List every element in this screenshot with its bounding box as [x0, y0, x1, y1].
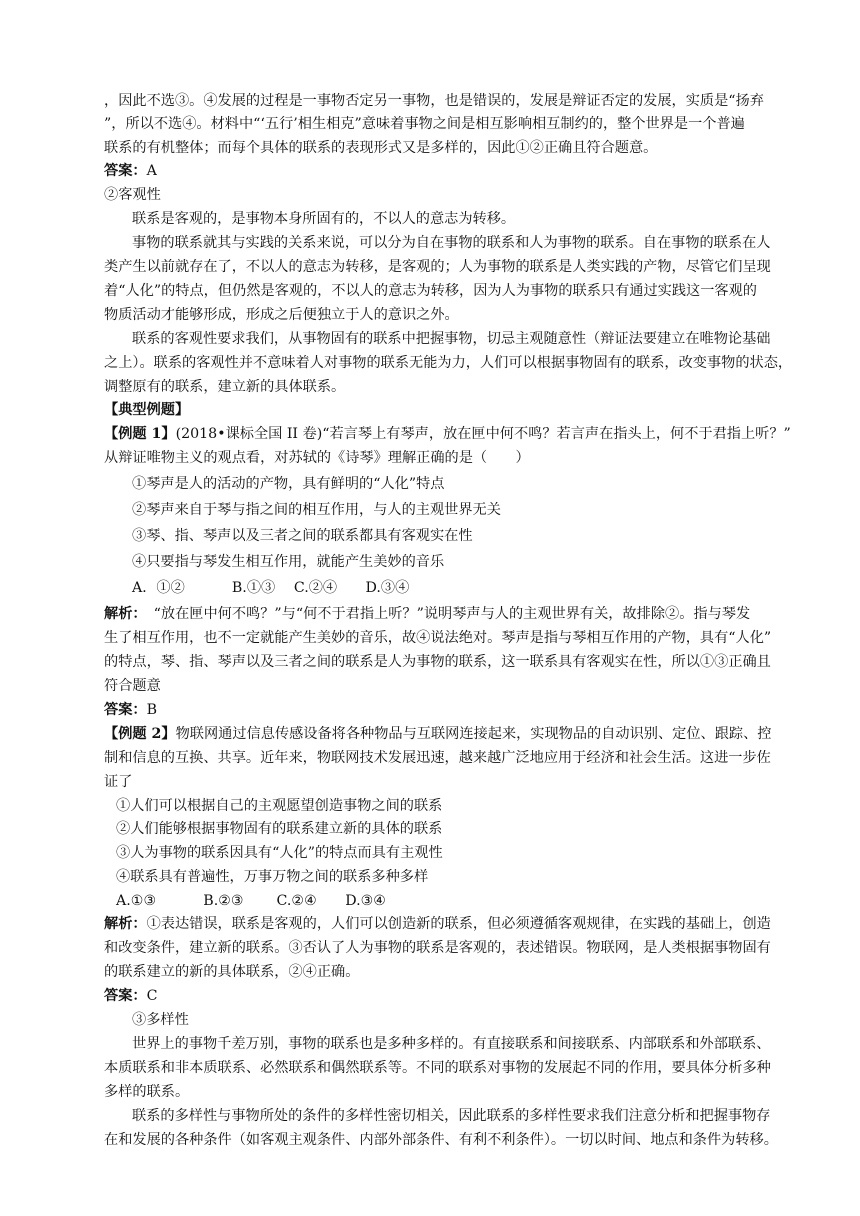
- objectivity-p2-line-3: 着“人化”的特点，但仍然是客观的，不以人的意志为转移，因为人为事物的联系只有通过实践这一客观的: [104, 283, 757, 299]
- example-1-option-4: ④只要指与琴发生相互作用，就能产生美妙的音乐: [132, 554, 445, 570]
- answer-label: 答案：: [104, 163, 147, 179]
- example-1-option-2: ②琴声来自于琴与指之间的相互作用，与人的主观世界无关: [132, 502, 501, 518]
- objectivity-p2-line-2: 类产生以前就存在了，不以人的意志为转移，是客观的；人为事物的联系是人类实践的产物，尽管它们呈现: [104, 259, 771, 275]
- answer-value: A: [146, 163, 157, 179]
- diversity-heading: ③多样性: [132, 1012, 189, 1028]
- example-1-option-1: ①琴声是人的活动的产物，具有鲜明的“人化”特点: [132, 476, 445, 492]
- example-2-analysis-line-1: 解析：①表达错误，联系是客观的，人们可以创造新的联系，但必须遵循客观规律，在实践的基础上，创造: [104, 916, 771, 932]
- intro-line-2: ”，所以不选④。材料中“‘五行’相生相克”意味着事物之间是相互影响相互制约的，整个世界是一个普遍: [104, 116, 745, 132]
- objectivity-paragraph-1: 联系是客观的，是事物本身所固有的，不以人的意志为转移。: [132, 211, 516, 227]
- example-1-question-line-2: 从辩证唯物主义的观点看，对苏轼的《诗琴》理解正确的是（ ）: [104, 450, 530, 466]
- objectivity-p3-line-1: 联系的客观性要求我们，从事物固有的联系中把握事物，切忌主观随意性（辩证法要建立在唯物论基础: [132, 331, 771, 347]
- analysis-label: 解析：: [104, 916, 147, 932]
- example-1-label: 【例题 1】: [104, 426, 176, 442]
- example-1-answer: [104, 700, 157, 720]
- example-1-option-3: ③琴、指、琴声以及三者之间的联系都具有客观实在性: [132, 528, 473, 544]
- analysis-label: 解析：: [104, 606, 140, 622]
- example-2-analysis-line-2: 和改变条件，建立新的联系。③否认了人为事物的联系是客观的，表述错误。物联网，是人类根据事物固有: [104, 940, 771, 956]
- example-2-option-2: ②人们能够根据事物固有的联系建立新的具体的联系: [116, 821, 443, 837]
- objectivity-heading: ②客观性: [104, 187, 161, 203]
- example-2-label: 【例题 2】: [104, 726, 176, 742]
- diversity-p2-line-2: 在和发展的各种条件（如客观主观条件、内部外部条件、有利不利条件）。一切以时间、地点和条件为转移。: [104, 1132, 778, 1148]
- objectivity-p2-line-4: 物质活动才能够形成，形成之后便独立于人的意识之外。: [104, 307, 459, 323]
- example-1-question-line-1: 【例题 1】(2018•课标全国 II 卷)“若言琴上有琴声，放在匣中何不鸣？若言声在指头上，何不于君指上听？”: [104, 426, 791, 442]
- example-1-choices: A．①② B.①③ C.②④ D.③④: [132, 580, 410, 596]
- answer-label: 答案：: [104, 988, 147, 1004]
- example-2-question-line-2: 制和信息的互换、共享。近年来，物联网技术发展迅速，越来越广泛地应用于经济和社会生活。这进一步佐: [104, 750, 771, 766]
- example-2-question-line-1: 【例题 2】物联网通过信息传感设备将各种物品与互联网连接起来，实现物品的自动识别、定位、跟踪、控: [104, 726, 772, 742]
- example-1-analysis-line-3: 的特点，琴、指、琴声以及三者之间的联系是人为事物的联系，这一联系具有客观实在性，所以①③正确且: [104, 654, 771, 670]
- example-1-analysis-line-1: 解析： “放在匣中何不鸣？”与“何不于君指上听？”说明琴声与人的主观世界有关，故排除②。指与琴发: [104, 606, 751, 622]
- intro-line-3: 联系的有机整体；而每个具体的联系的表现形式又是多样的，因此①②正确且符合题意。: [104, 140, 658, 156]
- intro-answer: [104, 161, 157, 181]
- objectivity-p2-line-1: 事物的联系就其与实践的关系来说，可以分为自在事物的联系和人为事物的联系。自在事物的联系在人: [132, 235, 771, 251]
- objectivity-p3-line-3: 调整原有的联系，建立新的具体联系。: [104, 379, 346, 395]
- intro-line-1: ，因此不选③。④发展的过程是一事物否定另一事物，也是错误的，发展是辩证否定的发展，实质是“扬弃: [104, 93, 764, 109]
- example-2-question-line-3: 证了: [104, 774, 133, 790]
- objectivity-p3-line-2: 之上）。联系的客观性并不意味着人对事物的联系无能为力，人们可以根据事物固有的联系，改变事物的状态，: [104, 355, 793, 371]
- example-2-answer: [104, 986, 157, 1006]
- example-1-analysis-line-4: 符合题意: [104, 678, 161, 694]
- diversity-p1-line-1: 世界上的事物千差万别，事物的联系也是多种多样的。有直接联系和间接联系、内部联系和外部联系、: [132, 1036, 771, 1052]
- example-2-analysis-line-3: 的联系建立的新的具体联系，②④正确。: [104, 964, 360, 980]
- example-1-analysis-line-2: 生了相互作用，也不一定就能产生美妙的音乐，故④说法绝对。琴声是指与琴相互作用的产物，具有“人化”: [104, 630, 772, 646]
- answer-label: 答案：: [104, 702, 147, 718]
- example-2-option-4: ④联系具有普遍性，万事万物之间的联系多种多样: [116, 869, 429, 885]
- diversity-p2-line-1: 联系的多样性与事物所处的条件的多样性密切相关，因此联系的多样性要求我们注意分析和把握事物存: [132, 1108, 771, 1124]
- diversity-p1-line-2: 本质联系和非本质联系、必然联系和偶然联系等。不同的联系对事物的发展起不同的作用，要具体分析多种: [104, 1060, 771, 1076]
- example-2-option-3: ③人为事物的联系因具有“人化”的特点而具有主观性: [116, 845, 443, 861]
- answer-value: B: [146, 702, 158, 718]
- example-2-choices: A.①③ B.②③ C.②④ D.③④: [116, 893, 387, 909]
- example-2-option-1: ①人们可以根据自己的主观愿望创造事物之间的联系: [116, 798, 443, 814]
- typical-examples-heading: 【典型例题】: [104, 402, 190, 418]
- answer-value: C: [146, 988, 158, 1004]
- diversity-p1-line-3: 多样的联系。: [104, 1084, 190, 1100]
